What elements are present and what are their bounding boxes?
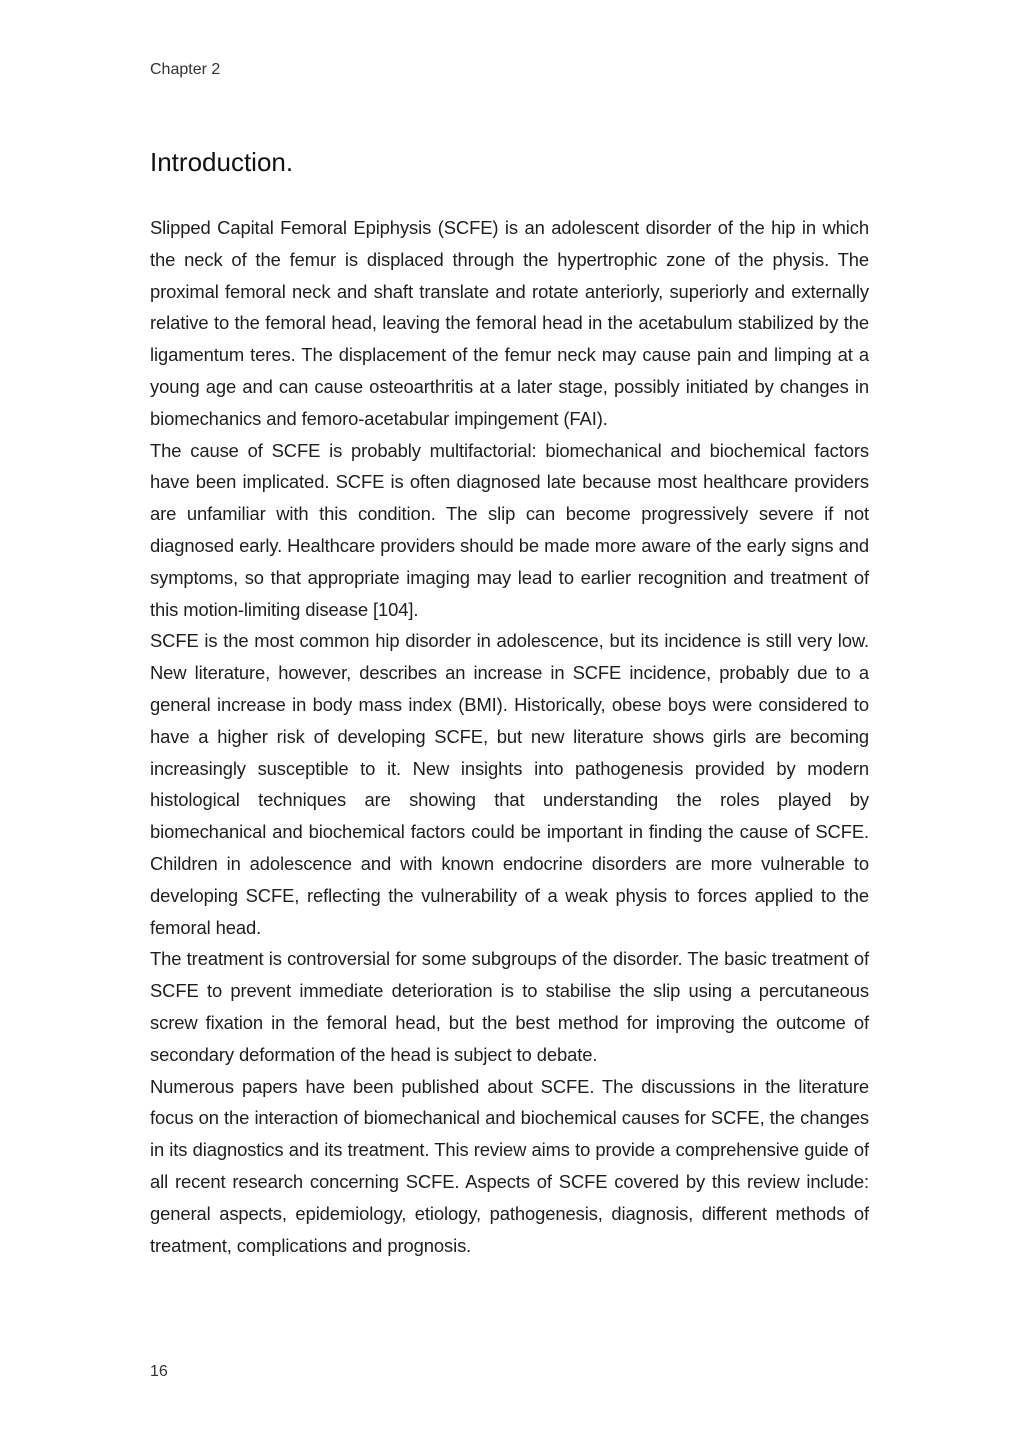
body-text <box>150 212 869 1261</box>
paragraph-3: SCFE is the most common hip disorder in adolescence, but its incidence is still very low. New literature, however, describes an increase in SCFE incidence, probably due to a general increase in body mass index (BMI). Historically, obese boys were considered to have a higher risk of developing SCFE, but new literature shows girls are becoming increasingly susceptible to it. New insights into pathogenesis provided by modern histological techniques are showing that understanding the roles played by biomechanical and biochemical factors could be important in finding the cause of SCFE. Children in adolescence and with known endocrine disorders are more vulnerable to developing SCFE, reflecting the vulnerability of a weak physis to forces applied to the femoral head. <box>150 630 869 938</box>
section-title: Introduction. <box>150 147 294 177</box>
paragraph-4: The treatment is controversial for some subgroups of the disorder. The basic treatment of SCFE to prevent immediate deterioration is to stabilise the slip using a percutaneous screw fixation in the femoral head, but the best method for improving the outcome of secondary deformation of the head is subject to debate. <box>150 948 869 1065</box>
page-number: 16 <box>150 1363 168 1380</box>
paragraph-2: The cause of SCFE is probably multifactorial: biomechanical and biochemical factors have been implicated. SCFE is often diagnosed late because most healthcare providers are unfamiliar with this condition. The slip can become progressively severe if not diagnosed early. Healthcare providers should be made more aware of the early signs and symptoms, so that appropriate imaging may lead to earlier recognition and treatment of this motion-limiting disease [104]. <box>150 439 869 620</box>
paragraph-5: Numerous papers have been published about SCFE. The discussions in the literature focus on the interaction of biomechanical and biochemical causes for SCFE, the changes in its diagnostics and its treatment. This review aims to provide a comprehensive guide of all recent research concerning SCFE. Aspects of SCFE covered by this review include: general aspects, epidemiology, etiology, pathogenesis, diagnosis, different methods of treatment, complications and prognosis. <box>150 1075 869 1256</box>
running-header-chapter: Chapter 2 <box>150 61 221 78</box>
paragraph-1: Slipped Capital Femoral Epiphysis (SCFE) is an adolescent disorder of the hip in which the neck of the femur is displaced through the hypertrophic zone of the physis. The proximal femoral neck and shaft translate and rotate anteriorly, superiorly and externally relative to the femoral head, leaving the femoral head in the acetabulum stabilized by the ligamentum teres. The displacement of the femur neck may cause pain and limping at a young age and can cause osteoarthritis at a later stage, possibly initiated by changes in biomechanics and femoro-acetabular impingement (FAI). <box>150 217 869 429</box>
